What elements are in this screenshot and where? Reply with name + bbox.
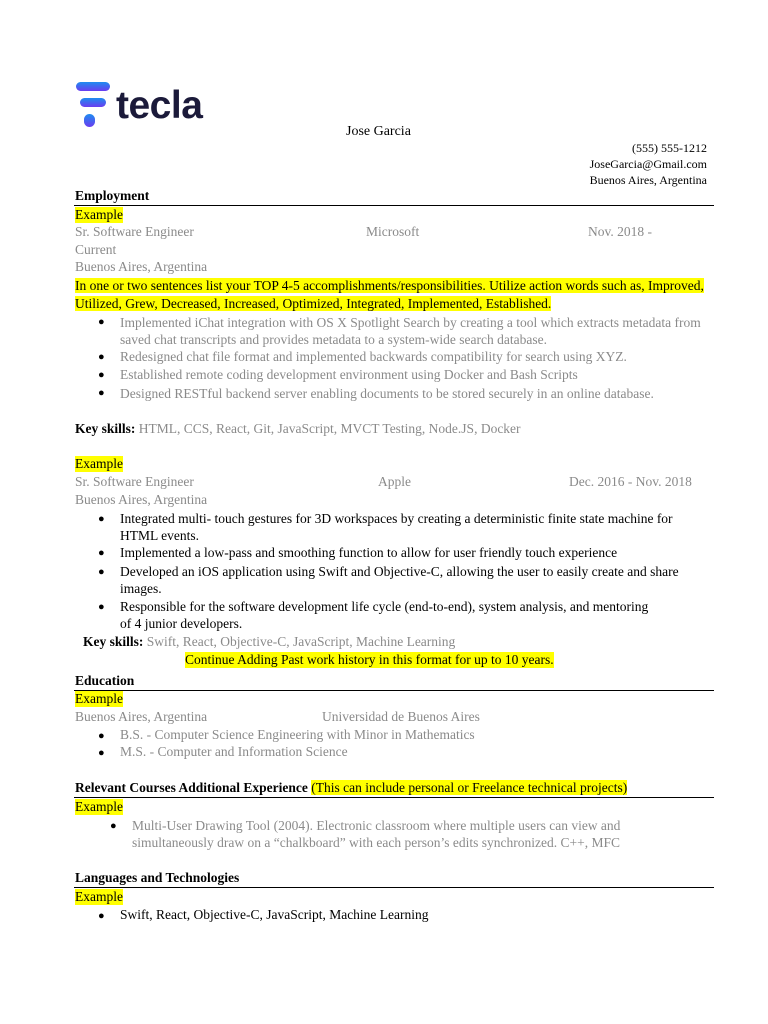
example-label-job2: Example — [75, 456, 123, 471]
bullet-icon: ● — [98, 601, 105, 613]
job1-skills-list: HTML, CCS, React, Git, JavaScript, MVCT Testing, Node.JS, Docker — [138, 421, 521, 436]
languages-item-1: Swift, React, Objective-C, JavaScript, Machine Learning — [120, 907, 429, 922]
job2-title: Sr. Software Engineer — [75, 474, 194, 489]
job2-bullet-4: Responsible for the software development life cycle (end-to-end), system analysis, and mentoring of 4 junior developers. — [120, 599, 649, 631]
bullet-icon: ● — [98, 387, 105, 399]
education-rule — [74, 690, 714, 691]
courses-rule — [74, 797, 714, 798]
education-location: Buenos Aires, Argentina — [75, 709, 208, 724]
bullet-icon: ● — [98, 351, 105, 363]
bullet-icon: ● — [98, 747, 105, 759]
job1-bullet-2: Redesigned chat file format and implemented backwards compatibility for search using XYZ. — [120, 349, 627, 364]
degree-2: M.S. - Computer and Information Science — [120, 744, 348, 759]
bullet-icon: ● — [98, 316, 105, 328]
job2-bullet-1: Integrated multi- touch gestures for 3D workspaces by creating a deterministic finite state machine for HTML events. — [120, 511, 673, 543]
phone: (555) 555-1212 — [632, 141, 707, 155]
job2-bullet-3: Developed an iOS application using Swift and Objective-C, allowing the user to easily create and share images. — [120, 564, 679, 596]
courses-heading-line — [75, 780, 627, 796]
employment-heading: Employment — [75, 188, 150, 203]
languages-rule — [74, 887, 714, 888]
job2-skills-label: Key skills: — [83, 634, 144, 649]
course-item-1: Multi-User Drawing Tool (2004). Electronic classroom where multiple users can view and simultaneously draw on a “chalkboard” with each person’s edits synchronized. C++, MFC — [132, 818, 621, 850]
job1-intro-text: In one or two sentences list your TOP 4-5 accomplishments/responsibilities. Utilize action words such as, Improved, Utilized, Grew, Decreased, Increased, Optimized, Integrated, Implemented, Established. — [75, 278, 704, 311]
courses-note: (This can include personal or Freelance technical projects) — [311, 780, 628, 795]
example-label-courses: Example — [75, 799, 123, 814]
bullet-icon: ● — [98, 513, 105, 525]
bullet-icon: ● — [98, 369, 105, 381]
job2-location: Buenos Aires, Argentina — [75, 492, 208, 507]
logo-wordmark: tecla — [116, 83, 203, 127]
job1-dates: Nov. 2018 - — [588, 224, 652, 239]
education-school: Universidad de Buenos Aires — [322, 709, 480, 724]
job1-title: Sr. Software Engineer — [75, 224, 194, 239]
example-label-languages: Example — [75, 889, 123, 904]
education-heading: Education — [75, 673, 135, 688]
degree-1: B.S. - Computer Science Engineering with Minor in Mathematics — [120, 727, 475, 742]
example-label-education: Example — [75, 691, 123, 706]
continue-note: Continue Adding Past work history in this format for up to 10 years. — [185, 652, 554, 667]
job2-company: Apple — [378, 474, 411, 489]
languages-heading: Languages and Technologies — [75, 870, 240, 885]
bullet-icon: ● — [110, 820, 117, 832]
bullet-icon: ● — [98, 566, 105, 578]
job1-bullet-4: Designed RESTful backend server enabling documents to be stored securely in an online database. — [120, 386, 654, 401]
job1-bullet-1: Implemented iChat integration with OS X Spotlight Search by creating a tool which extracts metadata from saved chat transcripts and provides metadata to a system-wide search database. — [120, 315, 701, 347]
job2-skills-list: Swift, React, Objective-C, JavaScript, Machine Learning — [146, 634, 456, 649]
job1-company: Microsoft — [366, 224, 420, 239]
job2-dates: Dec. 2016 - Nov. 2018 — [569, 474, 692, 489]
job1-location: Buenos Aires, Argentina — [75, 259, 208, 274]
job1-bullet-3: Established remote coding development environment using Docker and Bash Scripts — [120, 367, 578, 382]
job2-bullet-2: Implemented a low-pass and smoothing function to allow for user friendly touch experience — [120, 545, 618, 560]
job2-skills — [83, 634, 455, 650]
tecla-logo-icon — [76, 82, 110, 128]
courses-heading: Relevant Courses Additional Experience — [75, 780, 308, 795]
job1-skills — [75, 421, 521, 437]
example-label-job1: Example — [75, 207, 123, 222]
bullet-icon: ● — [98, 910, 105, 922]
candidate-name: Jose Garcia — [346, 124, 411, 139]
tecla-logo — [76, 82, 202, 128]
job1-intro — [75, 277, 715, 313]
employment-rule — [74, 205, 714, 206]
job1-skills-label: Key skills: — [75, 421, 136, 436]
job1-dates-cont: Current — [75, 242, 117, 257]
bullet-icon: ● — [98, 730, 105, 742]
location: Buenos Aires, Argentina — [589, 173, 707, 187]
email: JoseGarcia@Gmail.com — [589, 157, 707, 171]
bullet-icon: ● — [98, 547, 105, 559]
